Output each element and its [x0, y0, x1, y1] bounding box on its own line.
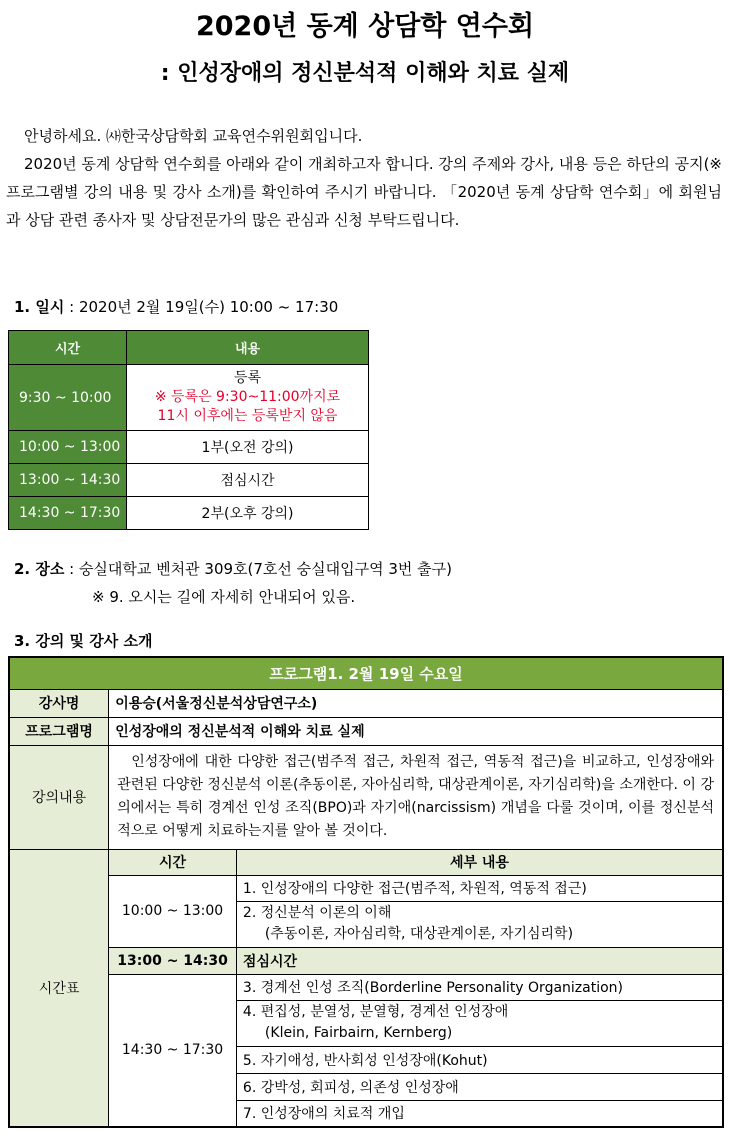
schedule-header-time: 시간: [9, 331, 127, 365]
location-note: ※ 9. 오시는 길에 자세히 안내되어 있음.: [92, 588, 356, 606]
content-row: [9, 745, 723, 849]
timetable-header-row: [9, 849, 723, 875]
schedule-content: [127, 365, 369, 431]
section-date-label: 1. 일시: [14, 298, 65, 316]
section-location-label: 2. 장소: [14, 560, 65, 578]
lecture-table: [8, 656, 724, 1128]
detail-item-6: 6. 강박성, 회피성, 의존성 인성장애: [236, 1073, 723, 1100]
content-body: 인성장애에 대한 다양한 접근(범주적 접근, 차원적 접근, 역동적 접근)을 비교하고, 인성장애와 관련된 다양한 정신분석 이론(추동이론, 자아심리학, 대상관계이론, 자기심리학)을 소개한다. 이 강의에서는 특히 경계선 인성 조직(BPO)과 자기애(narcissism) 개념을 다룰 것이며, 이를 정신분석적으로 어떻게 치료하는지를 알아 볼 것이다.: [117, 754, 714, 839]
intro-body: 2020년 동계 상담학 연수회를 아래와 같이 개최하고자 합니다. 강의 주제와 강사, 내용 등은 하단의 공지(※ 프로그램별 강의 내용 및 강사 소개)를 확인하여 주시기 바랍니다. 「2020년 동계 상담학 연수회」에 회원님과 상담 관련 종사자 및 상담전문가의 많은 관심과 신청 부탁드립니다.: [6, 155, 722, 229]
detail-item-4: [236, 1000, 723, 1046]
intro-text: [6, 122, 722, 234]
detail-item-3: 3. 경계선 인성 조직(Borderline Personality Organization): [236, 974, 723, 1000]
timetable-time-header: 시간: [109, 849, 237, 875]
schedule-content: 2부(오후 강의): [127, 497, 369, 530]
section-location: [14, 558, 452, 579]
schedule-content: 점심시간: [127, 464, 369, 497]
section-date-value: : 2020년 2월 19일(수) 10:00 ~ 17:30: [69, 298, 339, 316]
content-text: [109, 745, 723, 849]
schedule-time: 10:00 ~ 13:00: [9, 431, 127, 464]
section-date: [14, 296, 338, 317]
program-name-row: [9, 717, 723, 745]
content-label: 강의내용: [9, 745, 109, 849]
timetable-detail-header: 세부 내용: [236, 849, 723, 875]
detail-item-4-line2: (Klein, Fairbairn, Kernberg): [264, 1025, 453, 1041]
page-subtitle: : 인성장애의 정신분석적 이해와 치료 실제: [160, 61, 570, 86]
page-title: 2020년 동계 상담학 연수회: [195, 11, 535, 42]
program-bar: 프로그램1. 2월 19일 수요일: [9, 657, 723, 689]
program-label: 프로그램명: [9, 717, 109, 745]
registration-note-1: ※ 등록은 9:30~11:00까지로: [154, 389, 341, 405]
schedule-content: 1부(오전 강의): [127, 431, 369, 464]
program-name: 인성장애의 정신분석적 이해와 치료 실제: [109, 717, 723, 745]
lunch-label: 점심시간: [236, 947, 723, 974]
registration-note-2: 11시 이후에는 등록받지 않음: [157, 408, 338, 424]
timetable-label: 시간표: [9, 849, 109, 1127]
lunch-row: [9, 947, 723, 974]
detail-item-4-line1: 4. 편집성, 분열성, 분열형, 경계선 인성장애: [242, 1004, 509, 1020]
detail-item-7: 7. 인성장애의 치료적 개입: [236, 1100, 723, 1127]
detail-item-2-line2: (추동이론, 자아심리학, 대상관계이론, 자기심리학): [264, 926, 574, 942]
afternoon-time: 14:30 ~ 17:30: [109, 974, 237, 1127]
detail-item-2-line1: 2. 정신분석 이론의 이해: [242, 905, 392, 921]
registration-label: 등록: [233, 370, 262, 386]
greeting: 안녕하세요. ㈔한국상담학회 교육연수위원회입니다.: [24, 127, 363, 145]
schedule-header-content: 내용: [127, 331, 369, 365]
section-lecture: [14, 630, 152, 651]
program-bar-row: [9, 657, 723, 689]
schedule-time: 13:00 ~ 14:30: [9, 464, 127, 497]
detail-item-1: 1. 인성장애의 다양한 접근(범주적, 차원적, 역동적 접근): [236, 875, 723, 901]
table-row: [9, 974, 723, 1000]
schedule-row: [9, 431, 369, 464]
schedule-row: [9, 497, 369, 530]
schedule-table: [8, 330, 369, 530]
lecturer-name: 이용승(서울정신분석상담연구소): [109, 689, 723, 717]
schedule-header-row: [9, 331, 369, 365]
schedule-row: [9, 464, 369, 497]
schedule-row: [9, 365, 369, 431]
section-location-value: : 숭실대학교 벤처관 309호(7호선 숭실대입구역 3번 출구): [69, 560, 453, 578]
lecturer-row: [9, 689, 723, 717]
schedule-time: 14:30 ~ 17:30: [9, 497, 127, 530]
detail-item-5: 5. 자기애성, 반사회성 인성장애(Kohut): [236, 1046, 723, 1073]
morning-time: 10:00 ~ 13:00: [109, 875, 237, 947]
schedule-time: 9:30 ~ 10:00: [9, 365, 127, 431]
lunch-time: 13:00 ~ 14:30: [109, 947, 237, 974]
detail-item-2: [236, 901, 723, 947]
section-lecture-label: 3. 강의 및 강사 소개: [14, 632, 153, 650]
lecturer-label: 강사명: [9, 689, 109, 717]
table-row: [9, 875, 723, 901]
